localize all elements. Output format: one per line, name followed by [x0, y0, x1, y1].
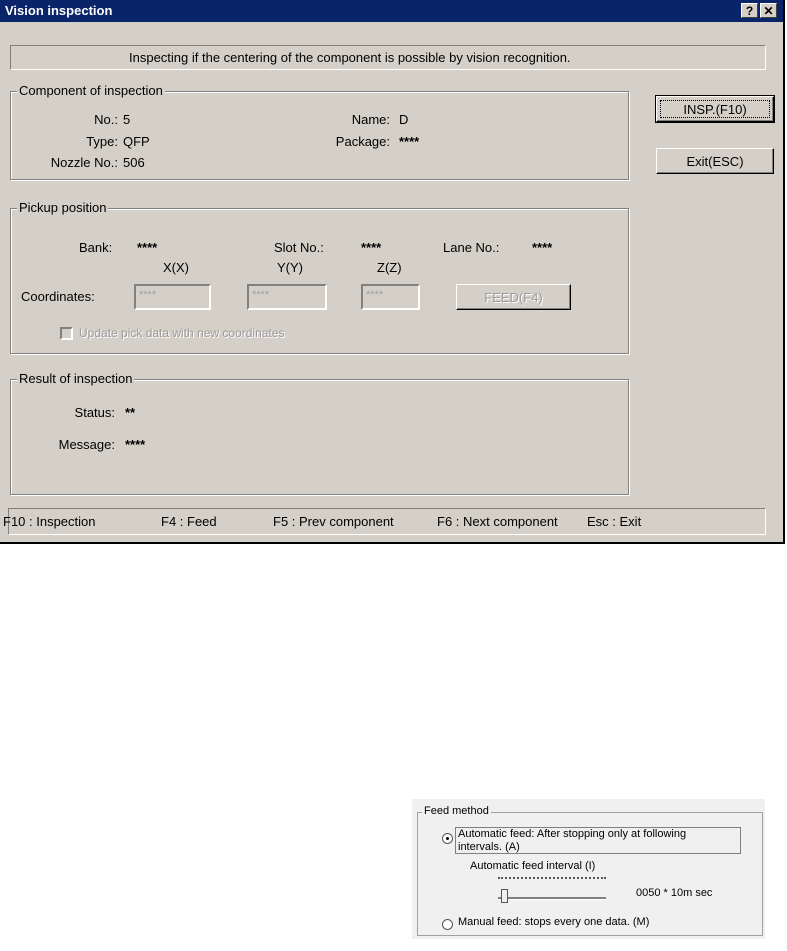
- slider-track: [498, 897, 606, 900]
- coordinates-label: Coordinates:: [21, 289, 95, 304]
- update-pick-data-label: Update pick data with new coordinates: [79, 326, 285, 340]
- result-group: [10, 371, 629, 495]
- component-group: [10, 83, 629, 180]
- bank-value: ****: [137, 240, 158, 255]
- automatic-feed-label-line1: Automatic feed: After stopping only at following: [458, 828, 687, 840]
- z-coordinate-field[interactable]: ****: [361, 284, 420, 310]
- x-column-label: X(X): [163, 260, 189, 275]
- type-label: Type:: [86, 134, 118, 149]
- result-group-label: Result of inspection: [19, 371, 133, 386]
- y-coordinate-field[interactable]: ****: [247, 284, 327, 310]
- update-pick-data-checkbox[interactable]: [60, 327, 73, 340]
- lane-value: ****: [532, 240, 553, 255]
- bank-label: Bank:: [79, 240, 113, 255]
- nozzle-label: Nozzle No.:: [50, 155, 118, 170]
- slot-value: ****: [361, 240, 382, 255]
- feed-button-label: FEED(F4): [484, 290, 543, 305]
- package-value: ****: [399, 134, 420, 149]
- feed-method-panel: [412, 799, 765, 939]
- x-coordinate-field[interactable]: ****: [134, 284, 211, 310]
- automatic-feed-radio[interactable]: [442, 833, 453, 844]
- lane-label: Lane No.:: [443, 240, 500, 255]
- feed-button[interactable]: [456, 284, 571, 310]
- status-f6: F6 : Next component: [437, 514, 558, 529]
- slider-ticks: [498, 877, 606, 880]
- interval-slider-thumb[interactable]: [501, 889, 508, 903]
- window-title: Vision inspection: [5, 3, 113, 18]
- status-f10: F10 : Inspection: [3, 514, 96, 529]
- status-value: **: [125, 405, 136, 420]
- interval-label: Automatic feed interval (I): [470, 860, 596, 872]
- description-text: Inspecting if the centering of the component is possible by vision recognition.: [129, 50, 571, 65]
- manual-feed-radio[interactable]: [442, 919, 453, 930]
- status-bar: [3, 508, 766, 535]
- name-value: D: [399, 112, 409, 127]
- manual-feed-label[interactable]: Manual feed: stops every one data. (M): [458, 916, 650, 928]
- close-button[interactable]: ✕: [760, 3, 777, 18]
- name-label: Name:: [351, 112, 390, 127]
- y-column-label: Y(Y): [277, 260, 303, 275]
- status-f4: F4 : Feed: [161, 514, 217, 529]
- insp-button[interactable]: [656, 96, 774, 122]
- type-value: QFP: [123, 134, 150, 149]
- exit-button[interactable]: [656, 148, 774, 174]
- pickup-group: [10, 200, 629, 354]
- no-label: No.:: [94, 112, 118, 127]
- insp-button-label: INSP.(F10): [683, 102, 747, 117]
- automatic-feed-label-line2: intervals. (A): [458, 841, 520, 853]
- status-f5: F5 : Prev component: [273, 514, 394, 529]
- title-bar: [0, 0, 783, 22]
- no-value: 5: [123, 112, 131, 127]
- help-button[interactable]: ?: [741, 3, 758, 18]
- feed-method-label: Feed method: [424, 805, 489, 817]
- status-esc: Esc : Exit: [587, 514, 642, 529]
- slot-label: Slot No.:: [274, 240, 324, 255]
- nozzle-value: 506: [123, 155, 145, 170]
- feed-method-group: [417, 805, 763, 936]
- status-label: Status:: [74, 405, 115, 420]
- z-column-label: Z(Z): [377, 260, 402, 275]
- automatic-feed-label-box[interactable]: [455, 827, 741, 854]
- component-group-label: Component of inspection: [19, 83, 163, 98]
- message-label: Message:: [58, 437, 115, 452]
- message-value: ****: [125, 437, 146, 452]
- interval-value: 0050 * 10m sec: [636, 887, 713, 899]
- description-box: [10, 45, 766, 70]
- pickup-group-label: Pickup position: [19, 200, 107, 215]
- exit-button-label: Exit(ESC): [686, 154, 744, 169]
- package-label: Package:: [335, 134, 390, 149]
